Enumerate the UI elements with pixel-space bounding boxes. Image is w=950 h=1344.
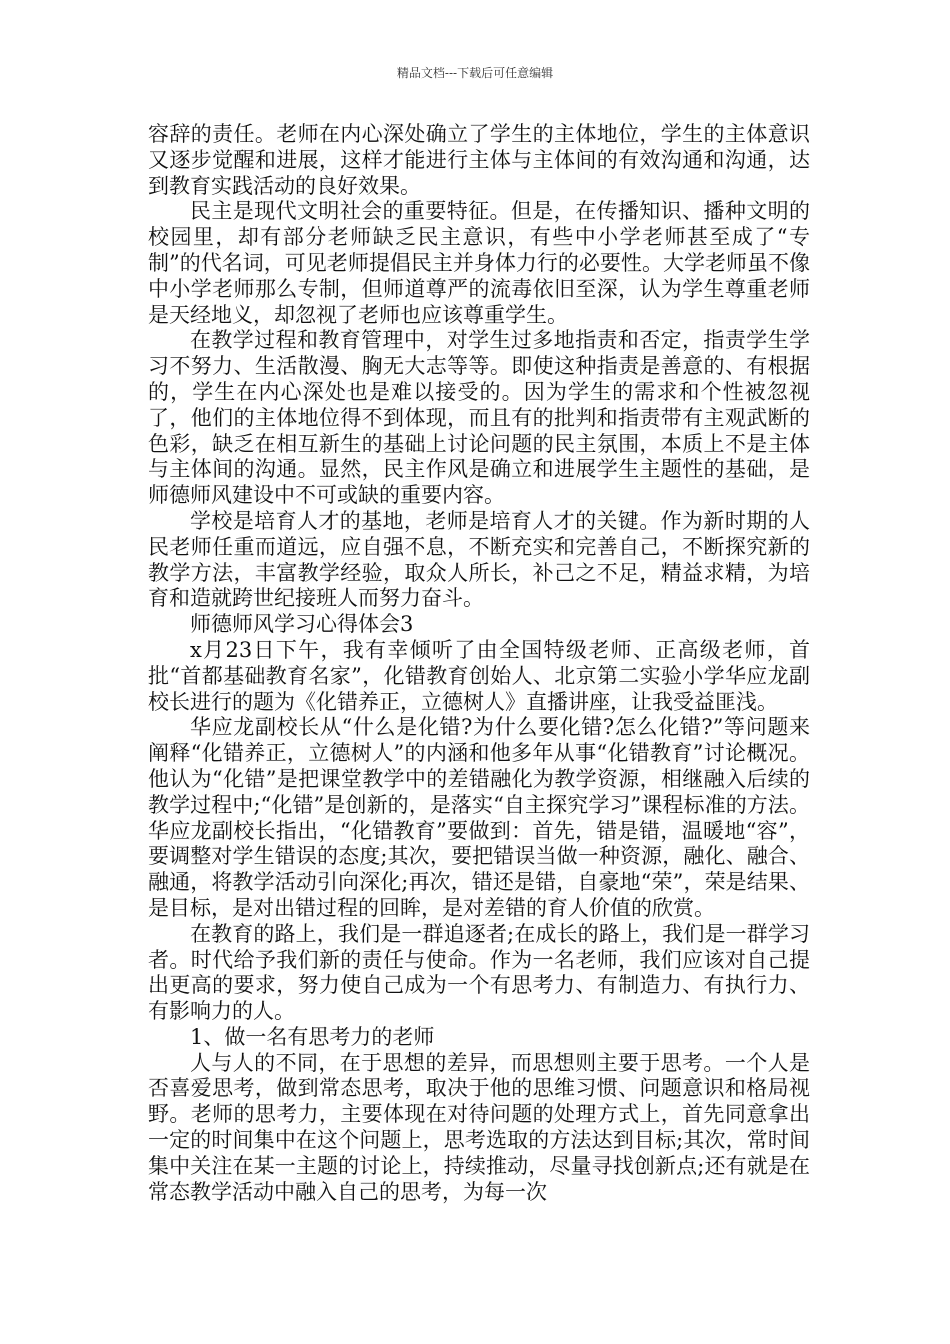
- page-header: 精品文档---下载后可任意编辑: [396, 66, 554, 80]
- paragraph-6: 华应龙副校长从“什么是化错?为什么要化错?怎么化错?”等问题来阐释“化错养正，立德树人”的内涵和他多年从事“化错教育”讨论概况。他认为“化错”是把课堂教学中的差错融化为教学资源，相继融入后续的教学过程中;“化错”是创新的，是落实“自主探究学习”课程标准的方法。华应龙副校长指出，“化错教育”要做到：首先，错是错，温暖地“容”，要调整对学生错误的态度;其次，要把错误当做一种资源，融化、融合、融通，将教学活动引向深化;再次，错还是错，自豪地“荣”，荣是结果、是目标，是对出错过程的回眸，是对差错的育人价值的欣赏。: [148, 715, 810, 920]
- subheading: 1、做一名有思考力的老师: [190, 1024, 435, 1049]
- paragraph-2: 民主是现代文明社会的重要特征。但是，在传播知识、播种文明的校园里，却有部分老师缺乏民主意识，有些中小学老师甚至成了“专制”的代名词，可见老师提倡民主并身体力行的必要性。大学老师虽不像中小学老师那么专制，但师道尊严的流毒依旧至深，认为学生尊重老师是天经地义，却忽视了老师也应该尊重学生。: [148, 199, 810, 327]
- paragraph-7: 在教育的路上，我们是一群追逐者;在成长的路上，我们是一群学习者。时代给予我们新的责任与使命。作为一名老师，我们应该对自己提出更高的要求，努力使自己成为一个有思考力、有制造力、有执行力、有影响力的人。: [148, 921, 810, 1024]
- section-heading: 师德师风学习心得体会3: [190, 612, 414, 637]
- paragraph-5: x月23日下午，我有幸倾听了由全国特级老师、正高级老师，首批“首都基础教育名家”，化错教育创始人、北京第二实验小学华应龙副校长进行的题为《化错养正，立德树人》直播讲座，让我受益匪浅。: [148, 637, 810, 714]
- paragraph-3: 在教学过程和教育管理中，对学生过多地指责和否定，指责学生学习不努力、生活散漫、胸无大志等等。即使这种指责是善意的、有根据的，学生在内心深处也是难以接受的。因为学生的需求和个性被忽视了，他们的主体地位得不到体现，而且有的批判和指责带有主观武断的色彩，缺乏在相互新生的基础上讨论问题的民主氛围，本质上不是主体与主体间的沟通。显然，民主作风是确立和进展学生主题性的基础，是师德师风建设中不可或缺的重要内容。: [148, 328, 810, 508]
- paragraph-1: 容辞的责任。老师在内心深处确立了学生的主体地位，学生的主体意识又逐步觉醒和进展，这样才能进行主体与主体间的有效沟通和沟通，达到教育实践活动的良好效果。: [148, 122, 810, 198]
- paragraph-4: 学校是培育人才的基地，老师是培育人才的关键。作为新时期的人民老师任重而道远，应自强不息，不断充实和完善自己，不断探究新的教学方法，丰富教学经验，取众人所长，补己之不足，精益求精，为培育和造就跨世纪接班人而努力奋斗。: [148, 508, 810, 611]
- paragraph-8: 人与人的不同，在于思想的差异，而思想则主要于思考。一个人是否喜爱思考，做到常态思考，取决于他的思维习惯、问题意识和格局视野。老师的思考力，主要体现在对待问题的处理方式上，首先同意拿出一定的时间集中在这个问题上，思考选取的方法达到目标;其次，常时间集中关注在某一主题的讨论上，持续推动，尽量寻找创新点;还有就是在常态教学活动中融入自己的思考，为每一次: [148, 1050, 810, 1204]
- document-body: [148, 122, 810, 1205]
